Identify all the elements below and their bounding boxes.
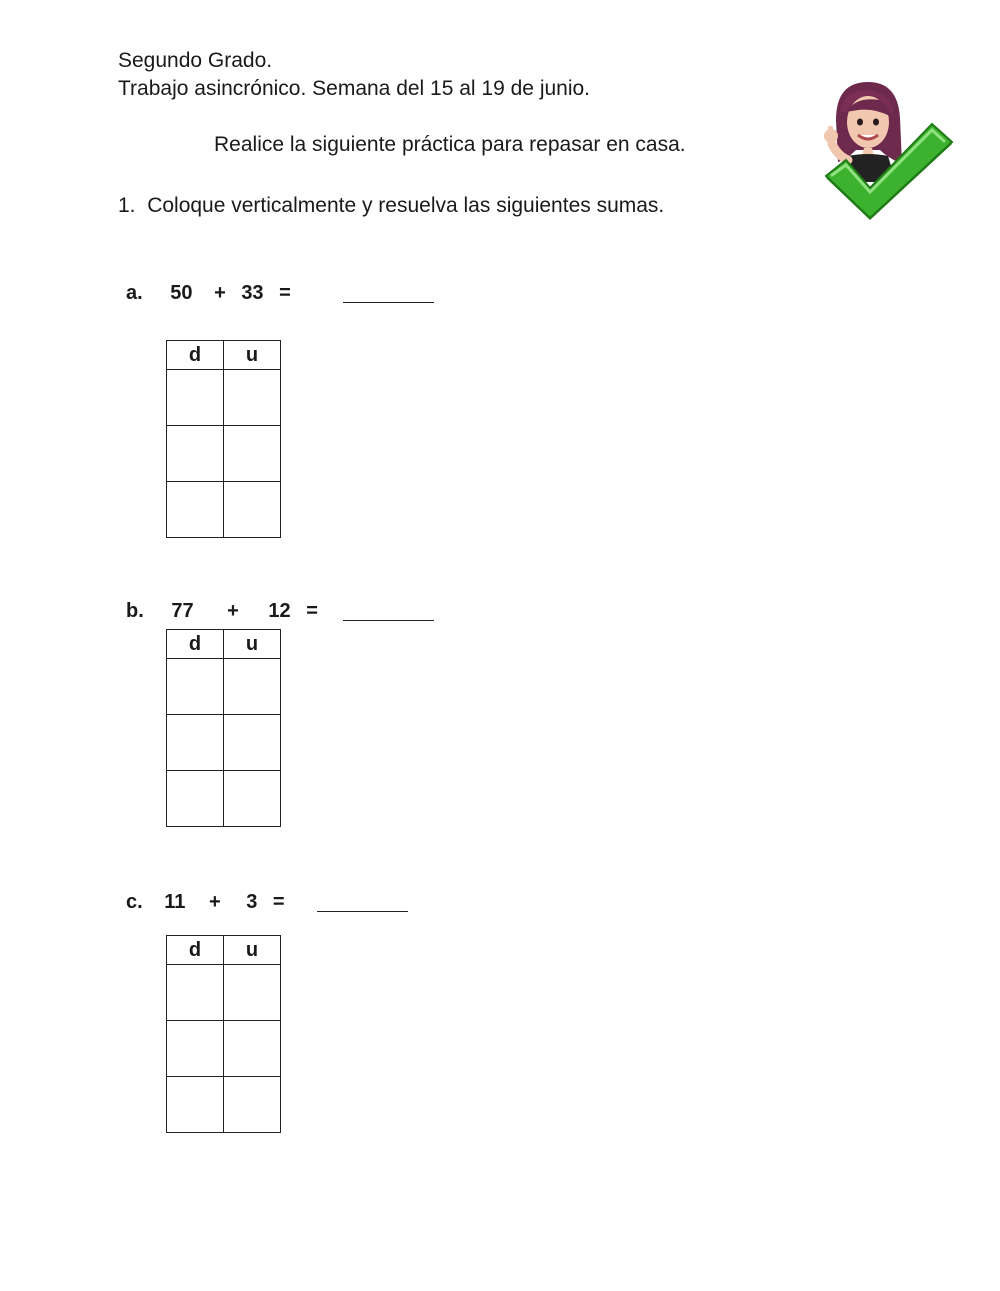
equals-sign: =	[279, 282, 291, 304]
problem-label: b.	[126, 600, 144, 622]
cell[interactable]	[167, 482, 224, 538]
cell[interactable]	[167, 771, 224, 827]
problem-a	[126, 282, 291, 305]
cell-input[interactable]	[224, 370, 280, 425]
cell[interactable]	[224, 1021, 281, 1077]
cell-input[interactable]	[167, 370, 223, 425]
cell[interactable]	[224, 1077, 281, 1133]
answer-line-a[interactable]	[343, 302, 434, 303]
cell-input[interactable]	[167, 1077, 223, 1132]
place-value-table-c	[166, 935, 281, 1133]
column-header-units: u	[224, 341, 281, 370]
cell[interactable]	[224, 771, 281, 827]
column-header-units: u	[224, 936, 281, 965]
cell-input[interactable]	[224, 1021, 280, 1076]
equals-sign: =	[306, 600, 318, 622]
cell-input[interactable]	[224, 715, 280, 770]
question-1	[118, 192, 664, 220]
cell[interactable]	[167, 965, 224, 1021]
cell[interactable]	[224, 965, 281, 1021]
cell[interactable]	[224, 715, 281, 771]
cell-input[interactable]	[167, 659, 223, 714]
column-header-units: u	[224, 630, 281, 659]
cell-input[interactable]	[224, 771, 280, 826]
cell[interactable]	[167, 1077, 224, 1133]
cell-input[interactable]	[167, 965, 223, 1020]
problem-label: c.	[126, 891, 143, 913]
addend-1: 11	[164, 891, 186, 913]
cell-input[interactable]	[167, 1021, 223, 1076]
answer-line-c[interactable]	[317, 911, 408, 912]
addend-2: 12	[268, 600, 291, 622]
cell[interactable]	[224, 370, 281, 426]
instruction-text: Realice la siguiente práctica para repasar en casa.	[214, 133, 686, 156]
plus-sign: +	[214, 282, 226, 304]
cell-input[interactable]	[224, 482, 280, 537]
place-value-table-b	[166, 629, 281, 827]
question-text: Coloque verticalmente y resuelva las siguientes sumas.	[147, 194, 665, 217]
answer-line-b[interactable]	[343, 620, 434, 621]
addend-1: 50	[170, 282, 193, 304]
grade-title: Segundo Grado.	[118, 49, 273, 72]
addend-2: 33	[241, 282, 264, 304]
cell[interactable]	[224, 659, 281, 715]
cell-input[interactable]	[167, 715, 223, 770]
place-value-table-a	[166, 340, 281, 538]
cell[interactable]	[167, 715, 224, 771]
equals-sign: =	[272, 891, 285, 913]
cell[interactable]	[224, 426, 281, 482]
addend-1: 77	[171, 600, 194, 622]
question-number: 1.	[118, 194, 136, 217]
cell-input[interactable]	[167, 482, 223, 537]
addend-2: 3	[246, 891, 258, 913]
column-header-tens: d	[167, 630, 224, 659]
cell[interactable]	[224, 482, 281, 538]
cell[interactable]	[167, 1021, 224, 1077]
cell-input[interactable]	[224, 965, 280, 1020]
cell[interactable]	[167, 426, 224, 482]
teacher-avatar-check-illustration	[818, 72, 958, 222]
column-header-tens: d	[167, 341, 224, 370]
cell-input[interactable]	[224, 1077, 280, 1132]
column-header-tens: d	[167, 936, 224, 965]
plus-sign: +	[208, 891, 221, 913]
cell[interactable]	[167, 370, 224, 426]
problem-b	[126, 600, 318, 623]
problem-c	[126, 891, 285, 914]
plus-sign: +	[227, 600, 239, 622]
cell-input[interactable]	[224, 659, 280, 714]
cell[interactable]	[167, 659, 224, 715]
problem-label: a.	[126, 282, 143, 304]
assignment-subtitle: Trabajo asincrónico. Semana del 15 al 19 de junio.	[118, 77, 591, 100]
cell-input[interactable]	[167, 426, 223, 481]
cell-input[interactable]	[224, 426, 280, 481]
cell-input[interactable]	[167, 771, 223, 826]
